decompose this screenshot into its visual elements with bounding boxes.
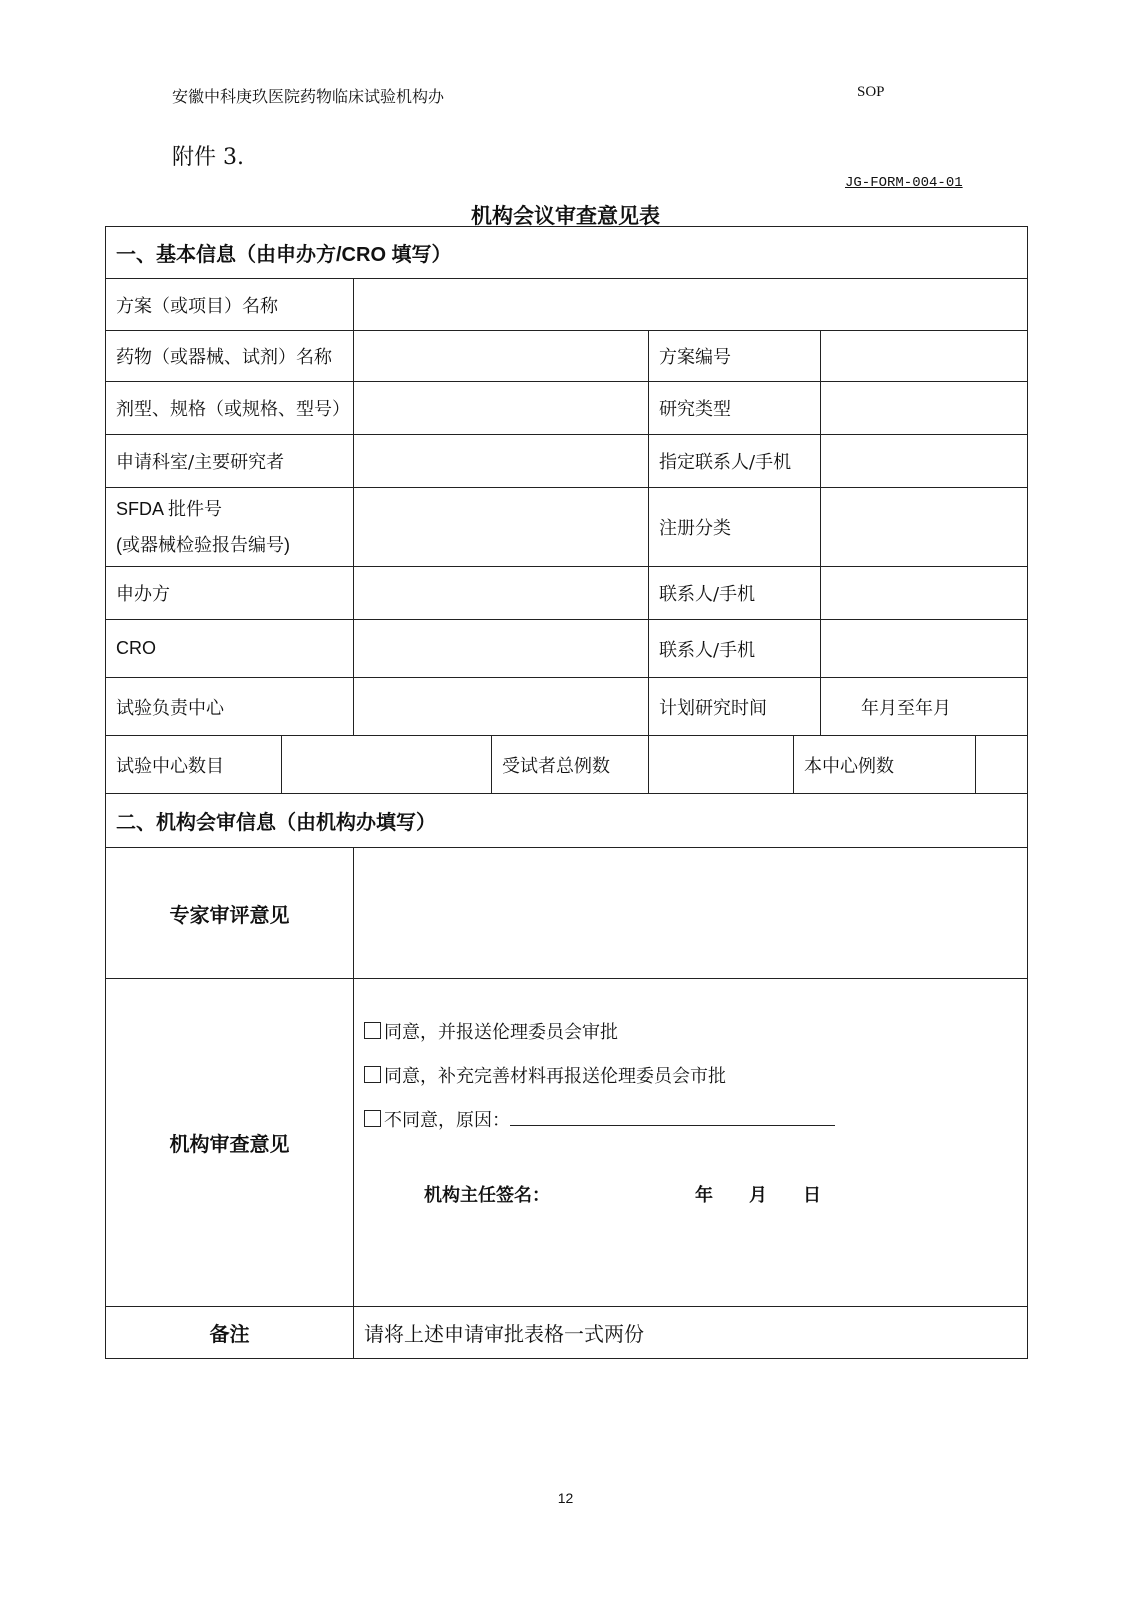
dept-pi-label: 申请科室/主要研究者 [106,435,354,488]
checkbox-icon[interactable] [364,1110,381,1127]
expert-opinion-field[interactable] [354,848,1028,979]
reason-input-line[interactable] [510,1111,835,1126]
sponsor-contact-field[interactable] [821,567,1028,620]
form-title: 机构会议审查意见表 [471,203,660,228]
institution-review-cell [354,979,1028,1307]
month-label: 月 [749,1185,768,1205]
sponsor-contact-label: 联系人/手机 [649,567,821,620]
option-supplement[interactable] [364,1055,1017,1099]
protocol-name-field[interactable] [354,279,1028,331]
option-reject-label: 不同意，原因： [384,1110,510,1131]
sponsor-label: 申办方 [106,567,354,620]
header-org: 安徽中科庚玖医院药物临床试验机构办 [172,87,445,106]
designated-contact-label: 指定联系人/手机 [649,435,821,488]
header-doc-type: SOP [857,84,885,100]
sfda-label-line2: (或器械检验报告编号) [116,535,290,555]
section2-heading: 二、机构会审信息（由机构办填写） [106,794,1028,848]
sponsor-field[interactable] [354,567,649,620]
option-approve-label: 同意，并报送伦理委员会审批 [384,1022,618,1043]
dept-pi-field[interactable] [354,435,649,488]
protocol-no-label: 方案编号 [649,331,821,382]
day-label: 日 [803,1185,822,1205]
drug-name-field[interactable] [354,331,649,382]
total-subjects-label: 受试者总例数 [492,736,649,794]
checkbox-icon[interactable] [364,1022,381,1039]
cro-field[interactable] [354,620,649,678]
remark-label: 备注 [106,1307,354,1359]
sfda-label [106,488,354,567]
lead-center-label: 试验负责中心 [106,678,354,736]
center-cases-label: 本中心例数 [794,736,976,794]
sfda-label-line1: SFDA 批件号 [116,499,223,519]
dosage-spec-label: 剂型、规格（或规格、型号） [106,382,354,435]
attachment-label: 附件 3. [172,145,244,170]
form-number: JG-FORM-004-01 [845,175,963,191]
num-centers-label: 试验中心数目 [106,736,282,794]
signature-date [695,1181,857,1207]
registration-label: 注册分类 [649,488,821,567]
option-supplement-label: 同意，补充完善材料再报送伦理委员会市批 [384,1066,726,1087]
dosage-spec-field[interactable] [354,382,649,435]
planned-time-label: 计划研究时间 [649,678,821,736]
cro-label: CRO [106,620,354,678]
section1-heading: 一、基本信息（由申办方/CRO 填写） [106,227,1028,279]
protocol-no-field[interactable] [821,331,1028,382]
signature-row [364,1181,1017,1207]
num-centers-field[interactable] [282,736,492,794]
remark-text: 请将上述申请审批表格一式两份 [354,1307,1028,1359]
sfda-field[interactable] [354,488,649,567]
registration-field[interactable] [821,488,1028,567]
option-reject[interactable] [364,1099,1017,1143]
option-approve[interactable] [364,1011,1017,1055]
planned-time-field[interactable]: 年月至年月 [821,678,1028,736]
total-subjects-field[interactable] [649,736,794,794]
study-type-label: 研究类型 [649,382,821,435]
expert-opinion-label: 专家审评意见 [106,848,354,979]
year-label: 年 [695,1185,714,1205]
cro-contact-field[interactable] [821,620,1028,678]
checkbox-icon[interactable] [364,1066,381,1083]
drug-name-label: 药物（或器械、试剂）名称 [106,331,354,382]
review-form-table [105,226,1028,1359]
protocol-name-label: 方案（或项目）名称 [106,279,354,331]
signature-label: 机构主任签名： [424,1185,550,1205]
cro-contact-label: 联系人/手机 [649,620,821,678]
center-cases-field[interactable] [976,736,1028,794]
institution-review-label: 机构审查意见 [106,979,354,1307]
study-type-field[interactable] [821,382,1028,435]
designated-contact-field[interactable] [821,435,1028,488]
lead-center-field[interactable] [354,678,649,736]
page-number: 12 [557,1490,574,1506]
